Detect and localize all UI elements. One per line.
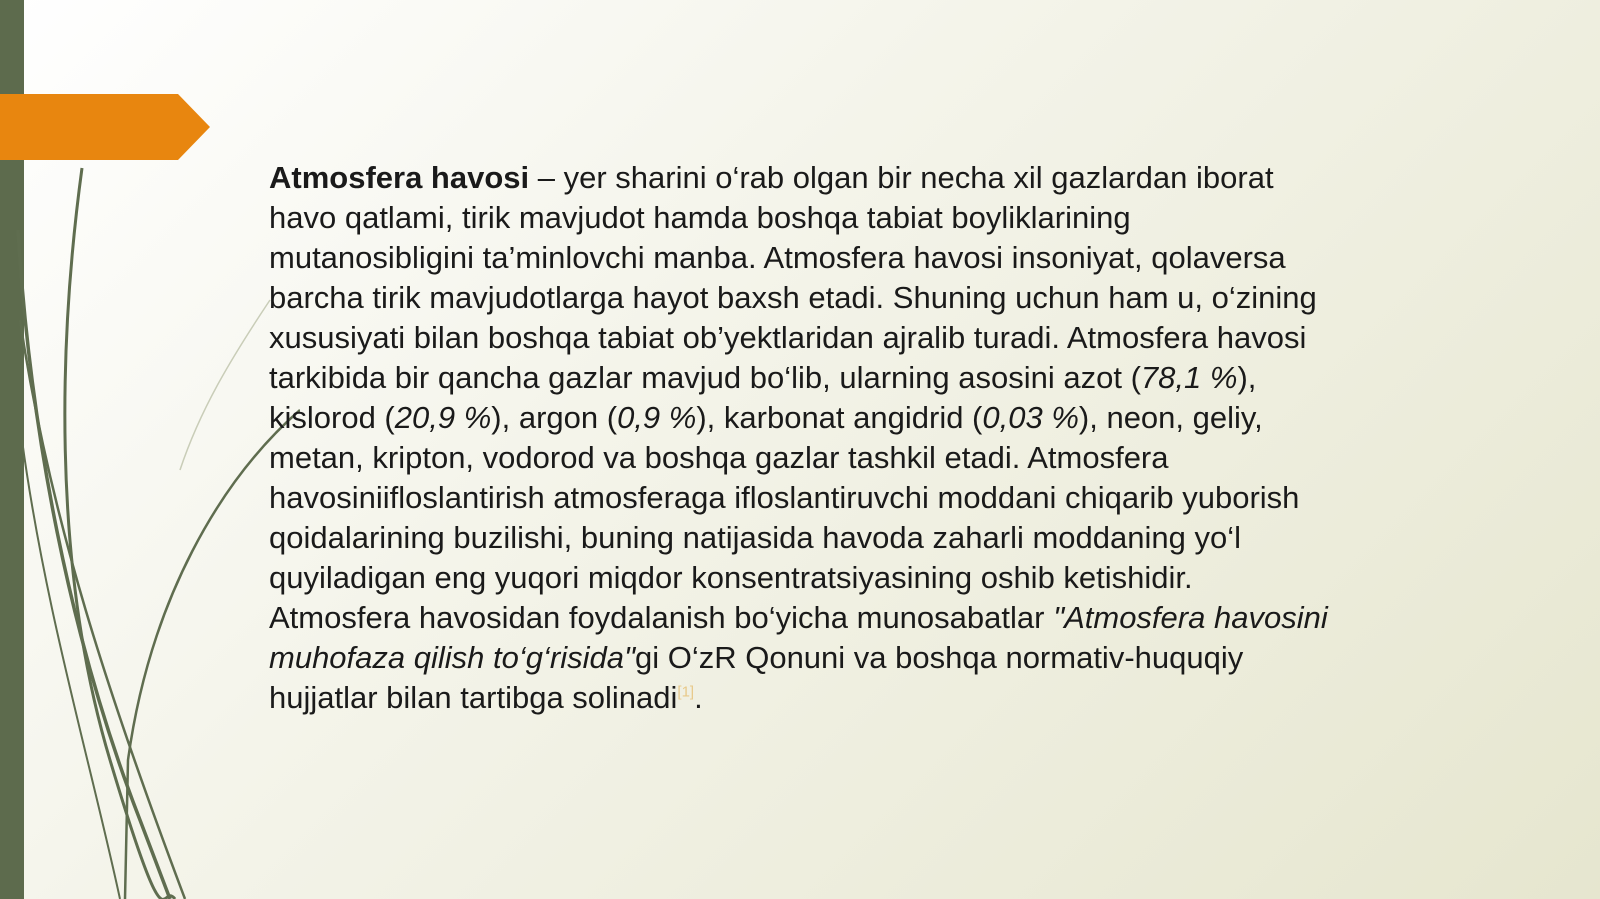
text-run: . [694, 680, 703, 715]
text-run: ), argon ( [491, 400, 618, 435]
text-run: ), karbonat angidrid ( [696, 400, 983, 435]
paragraph [269, 158, 1339, 718]
italic-value: 20,9 % [394, 400, 492, 435]
italic-value: 78,1 % [1140, 360, 1238, 395]
text-run: ), kislorod ( [269, 360, 1257, 435]
law-title: "Atmosfera havosini muhofaza qilish to‘g‘risida" [269, 600, 1328, 675]
text-run: – yer sharini o‘rab olgan bir necha xil gazlardan iborat havo qatlami, tirik mavjudot hamda boshqa tabiat boyliklarining mutanosibligini ta’minlovchi manba. Atmosfera havosi insoniyat, qolaversa barcha tirik mavjudotlarga hayot baxsh etadi. Shuning uchun ham u, o‘zining xususiyati bilan boshqa tabiat ob’yektlaridan ajralib turadi. Atmosfera havosi tarkibida bir qancha gazlar mavjud bo‘lib, ularning asosini azot ( [269, 160, 1317, 395]
text-run: gi O‘zR Qonuni va boshqa normativ-huquqiy hujjatlar bilan tartibga solinadi [269, 640, 1244, 715]
footnote-link[interactable]: [1] [677, 683, 695, 701]
text-run: ), neon, geliy, metan, kripton, vodorod va boshqa gazlar tashkil etadi. Atmosfera havosiniifloslantirish atmosferaga ifloslantiruvchi moddani chiqarib yuborish qoidalarining buzilishi, buning natijasida havoda zaharli moddaning yo‘l quyiladigan eng yuqori miqdor konsentratsiyasining oshib ketishidir. Atmosfera havosidan foydalanish bo‘yicha munosabatlar [269, 400, 1300, 635]
orange-arrow-banner [0, 94, 210, 160]
italic-value: 0,9 % [617, 400, 697, 435]
term-heading: Atmosfera havosi [269, 160, 530, 195]
slide-body-text [269, 158, 1339, 718]
italic-value: 0,03 % [982, 400, 1079, 435]
